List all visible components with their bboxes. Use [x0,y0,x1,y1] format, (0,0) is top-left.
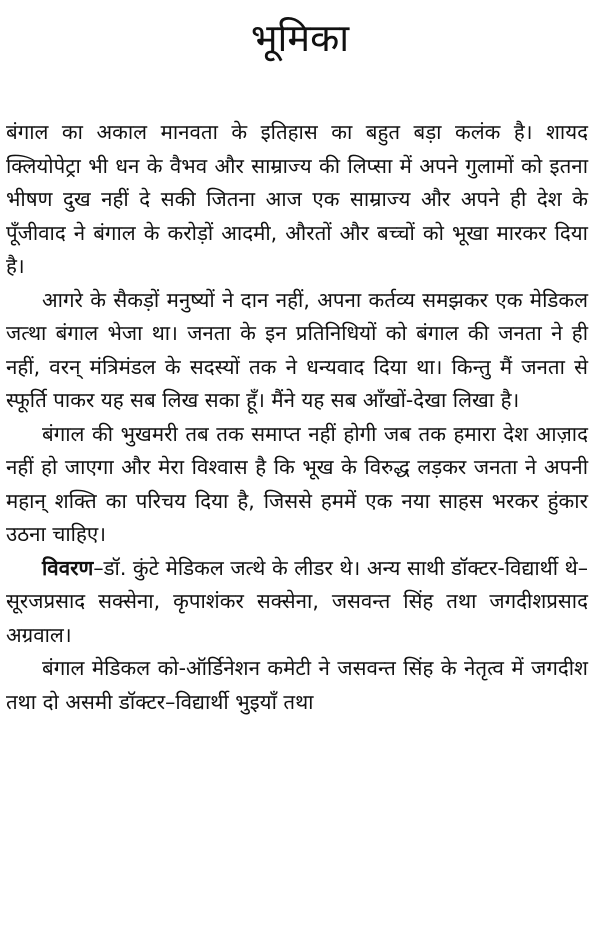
paragraph-label: विवरण [42,555,94,580]
preface-body [6,116,588,719]
paragraph-1 [6,116,588,284]
paragraph-3 [6,418,588,552]
paragraph-2 [6,284,588,418]
paragraph-text: बंगाल का अकाल मानवता के इतिहास का बहुत बड़ा कलंक है। शायद क्लियोपेट्रा भी धन के वैभव और साम्राज्य की लिप्सा में अपने गुलामों को इतना भीषण दुख नहीं दे सकी जितना आज एक साम्राज्य और अपने ही देश के पूँजीवाद ने बंगाल के करोड़ों आदमी, औरतों और बच्चों को भूखा मारकर दिया है। [6,120,588,278]
paragraph-text: बंगाल की भुखमरी तब तक समाप्त नहीं होगी जब तक हमारा देश आज़ाद नहीं हो जाएगा और मेरा विश्वास है कि भूख के विरुद्ध लड़कर जनता ने अपनी महान् शक्ति का परिचय दिया है, जिससे हममें एक नया साहस भरकर हुंकार उठना चाहिए। [6,421,588,546]
paragraph-4 [6,552,588,653]
paragraph-5 [6,652,588,719]
page-title: भूमिका [250,16,350,60]
paragraph-text: आगरे के सैकड़ों मनुष्यों ने दान नहीं, अपना कर्तव्य समझकर एक मेडिकल जत्था बंगाल भेजा था। जनता के इन प्रतिनिधियों को बंगाल की जनता ने ही नहीं, वरन् मंत्रिमंडल के सदस्यों तक ने धन्यवाद दिया था। किन्तु मैं जनता से स्फूर्ति पाकर यह सब लिख सका हूँ। मैंने यह सब आँखों-देखा लिखा है। [6,287,588,412]
paragraph-text: –डॉ. कुंटे मेडिकल जत्थे के लीडर थे। अन्य साथी डॉक्टर-विद्यार्थी थे–सूरजप्रसाद सक्सेना, कृपाशंकर सक्सेना, जसवन्त सिंह तथा जगदीशप्रसाद अग्रवाल। [6,555,588,647]
paragraph-text: बंगाल मेडिकल को-ऑर्डिनेशन कमेटी ने जसवन्त सिंह के नेतृत्व में जगदीश तथा दो असमी डॉक्टर–विद्यार्थी भुइयाँ तथा [6,656,588,714]
